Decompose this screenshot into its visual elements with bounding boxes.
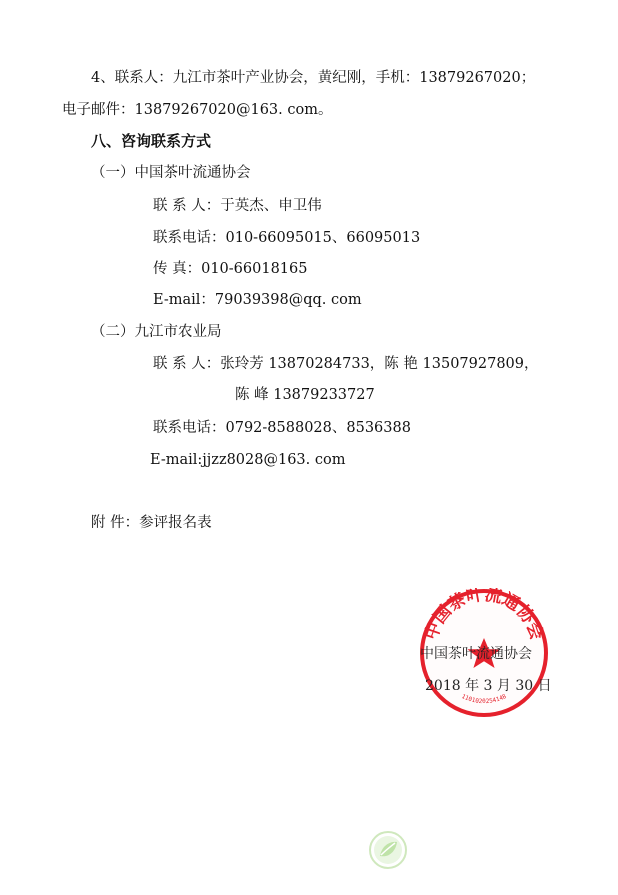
org1-phone: 联系电话：010-66095015、66095013: [153, 230, 421, 246]
org2-email: E-mail:jjzz8028@163. com: [150, 452, 346, 468]
attachment-line: 附 件：参评报名表: [91, 515, 212, 531]
org2-phone: 联系电话：0792-8588028、8536388: [153, 420, 411, 436]
org2-title: （二）九江市农业局: [91, 324, 222, 340]
signature-org: 中国茶叶流通协会: [420, 646, 532, 662]
seal-number: 1101020254148: [460, 692, 508, 706]
org1-email: E-mail：79039398@qq. com: [153, 292, 362, 308]
org2-contact-line2: 陈 峰 13879233727: [235, 387, 375, 403]
org1-contact: 联 系 人：于英杰、申卫伟: [153, 198, 322, 214]
org1-title: （一）中国茶叶流通协会: [91, 165, 251, 181]
signature-date: 2018 年 3 月 30 日: [425, 678, 552, 694]
item4-line1: 4、联系人：九江市茶叶产业协会，黄纪刚，手机：13879267020；: [91, 70, 536, 86]
org2-contact-line1: 联 系 人：张玲芳 13870284733，陈 艳 13507927809，: [153, 356, 539, 372]
tea-leaf-icon: [368, 830, 408, 870]
item4-line2: 电子邮件：13879267020@163. com。: [62, 102, 333, 118]
seal-text: 中国茶叶流通协会: [421, 588, 547, 643]
org1-fax: 传 真：010-66018165: [153, 261, 308, 277]
section8-heading: 八、咨询联系方式: [91, 132, 212, 150]
